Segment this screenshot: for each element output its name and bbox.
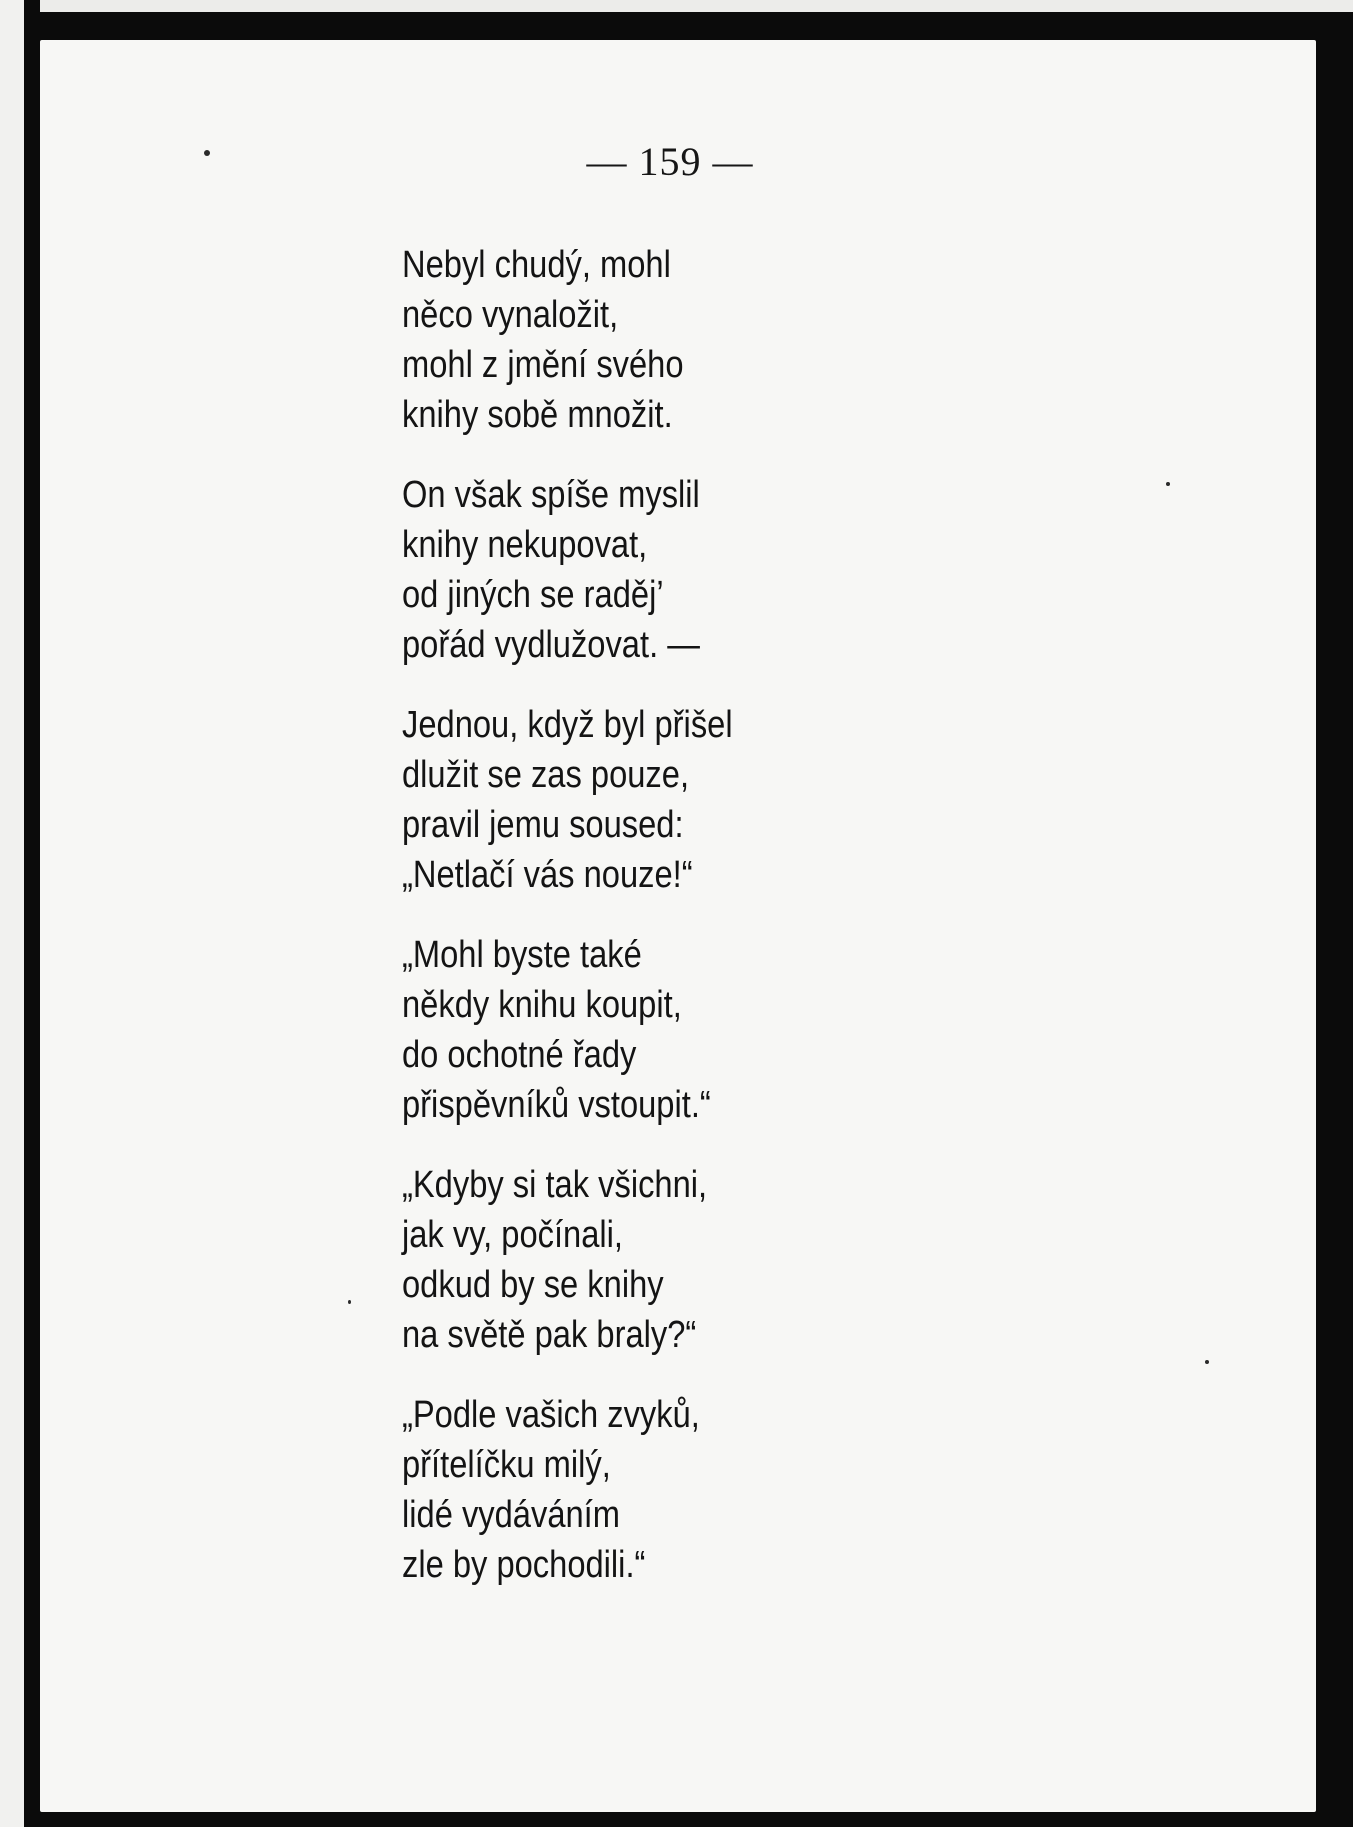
poem-stanza xyxy=(402,240,849,440)
poem-line: zle by pochodili.“ xyxy=(402,1544,646,1586)
poem-stanza xyxy=(402,930,849,1130)
poem-line: jak vy, počínali, xyxy=(402,1214,623,1256)
poem-line: od jiných se raděj’ xyxy=(402,574,664,616)
poem-line: knihy sobě množit. xyxy=(402,394,673,436)
poem-stanza xyxy=(402,470,849,670)
poem-line: dlužit se zas pouze, xyxy=(402,754,690,796)
print-speck xyxy=(1205,1360,1209,1364)
poem-line: „Netlačí vás nouze!“ xyxy=(402,854,693,896)
poem-line: něco vynaložit, xyxy=(402,294,619,336)
poem-line: lidé vydáváním xyxy=(402,1494,620,1536)
poem-line: knihy nekupovat, xyxy=(402,524,648,566)
print-speck xyxy=(204,150,210,156)
facing-page-edge xyxy=(0,0,24,1827)
poem-text xyxy=(402,240,849,1620)
poem-stanza xyxy=(402,1160,849,1360)
print-speck xyxy=(1166,482,1170,486)
poem-line: „Podle vašich zvyků, xyxy=(402,1394,700,1436)
poem-line: mohl z jmění svého xyxy=(402,344,684,386)
page-number: — 159 — xyxy=(586,139,754,184)
poem-line: na světě pak braly?“ xyxy=(402,1314,697,1356)
poem-line: pořád vydlužovat. — xyxy=(402,624,700,666)
poem-line: někdy knihu koupit, xyxy=(402,984,682,1026)
poem-line: do ochotné řady xyxy=(402,1034,637,1076)
poem-stanza xyxy=(402,1390,849,1590)
poem-line: „Kdyby si tak všichni, xyxy=(402,1164,708,1206)
poem-line: pravil jemu soused: xyxy=(402,804,684,846)
poem-line: přispěvníků vstoupit.“ xyxy=(402,1084,711,1126)
poem-line: přítelíčku milý, xyxy=(402,1444,611,1486)
poem-line: odkud by se knihy xyxy=(402,1264,664,1306)
poem-line: Nebyl chudý, mohl xyxy=(402,244,671,286)
poem-line: Jednou, když byl přišel xyxy=(402,704,733,746)
print-speck xyxy=(348,1300,351,1304)
poem-line: „Mohl byste také xyxy=(402,934,642,976)
poem-stanza xyxy=(402,700,849,900)
scan-top-edge xyxy=(0,0,1353,12)
poem-line: On však spíše myslil xyxy=(402,474,700,516)
gutter-shadow xyxy=(24,0,40,1827)
